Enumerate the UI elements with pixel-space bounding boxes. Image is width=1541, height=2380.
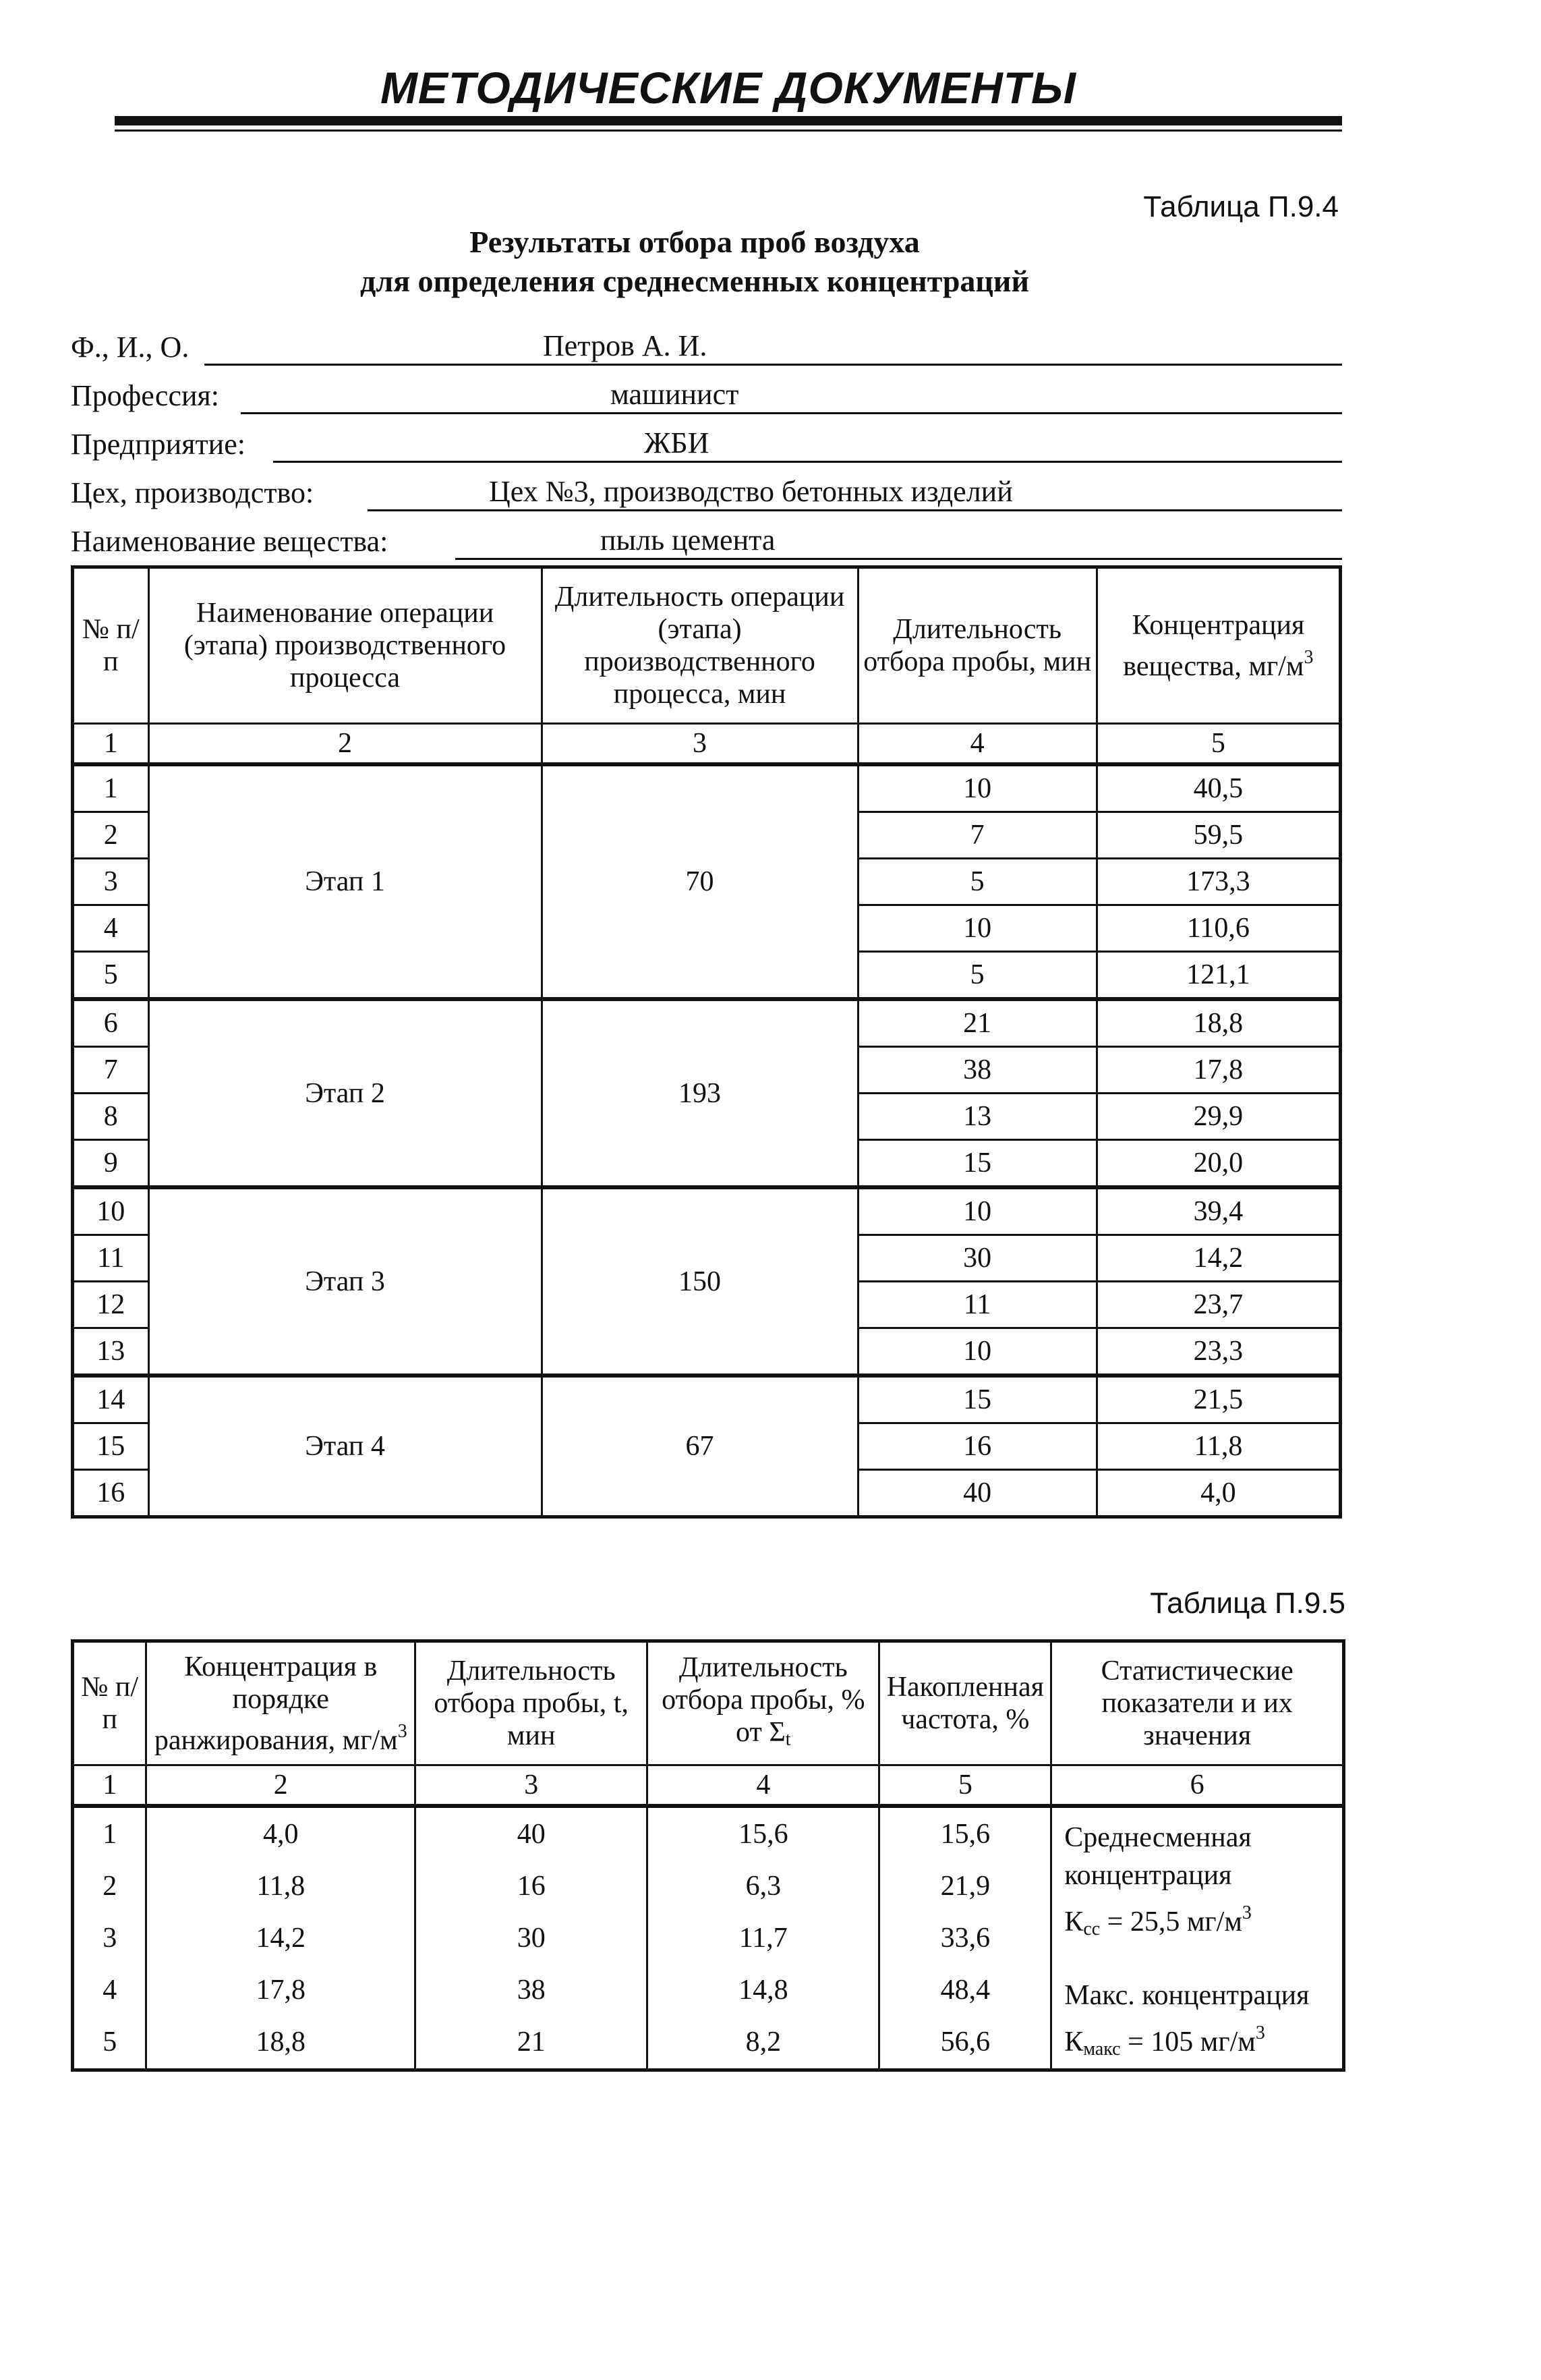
row-number: 5 [73,952,149,1000]
sampling-duration: 21 [415,2016,647,2070]
sampling-duration: 38 [415,1964,647,2016]
row-number: 6 [73,999,149,1047]
ranked-concentration: 14,2 [146,1912,415,1964]
field-shop-label: Цех, производство: [71,476,314,509]
table-row [73,1187,1341,1235]
max-unit-sup: 3 [1255,2022,1265,2043]
sampling-duration: 30 [415,1912,647,1964]
sampling-duration: 16 [858,1423,1097,1470]
table2-header-duration-percent-text: Длительность отбора пробы, % от Σ [662,1651,865,1748]
row-number: 7 [73,1047,149,1094]
table2-header-duration: Длительность отбора пробы, t, мин [415,1641,647,1765]
table2-header-num: № п/п [73,1641,146,1765]
table-row [73,999,1341,1047]
concentration-value: 121,1 [1097,952,1340,1000]
concentration-value: 173,3 [1097,859,1340,905]
table2-body [73,1806,1344,2070]
concentration-value: 39,4 [1097,1187,1340,1235]
ranked-concentration: 11,8 [146,1860,415,1912]
field-substance [71,523,1342,564]
table1-col-number: 3 [542,724,858,765]
mean-symbol: К [1064,1906,1084,1937]
header-rule [115,116,1342,125]
row-number: 14 [73,1376,149,1423]
stage-name: Этап 1 [148,764,542,999]
stage-duration: 193 [542,999,858,1187]
max-value: = 105 мг/м [1120,2027,1256,2058]
stage-duration: 150 [542,1187,858,1376]
sampling-duration: 38 [858,1047,1097,1094]
row-number: 15 [73,1423,149,1470]
field-enterprise-label: Предприятие: [71,428,245,461]
duration-percent: 8,2 [647,2016,879,2070]
table1-col-number: 1 [73,724,149,765]
field-shop [71,475,1342,515]
row-number: 1 [73,1806,146,1860]
field-profession-line [241,412,1342,414]
field-substance-value: пыль цемента [600,523,776,557]
field-substance-line [455,558,1342,560]
row-number: 16 [73,1470,149,1517]
row-number: 3 [73,1912,146,1964]
max-symbol-sub: макс [1083,2039,1121,2060]
table1-header-num: № п/п [73,567,149,724]
sampling-duration: 15 [858,1140,1097,1188]
header-rule-thin [115,130,1342,132]
table-row [73,1376,1341,1423]
field-profession-value: машинист [610,378,739,411]
field-shop-line [368,509,1342,511]
sampling-duration: 10 [858,905,1097,952]
table-title [256,223,1133,301]
table-title-line1: Результаты отбора проб воздуха [469,225,920,259]
cumulative-frequency: 48,4 [879,1964,1051,2016]
table1-body [73,764,1341,1517]
field-enterprise-value: ЖБИ [644,426,709,459]
table2-column-numbers [73,1765,1344,1807]
row-number: 2 [73,812,149,859]
concentration-value: 4,0 [1097,1470,1340,1517]
table1-header-concentration-text: Концентрация вещества, мг/м [1123,609,1305,682]
concentration-value: 17,8 [1097,1047,1340,1094]
concentration-value: 59,5 [1097,812,1340,859]
stage-duration: 67 [542,1376,858,1517]
table1-header-operation: Наименование операции (этапа) производственного процесса [148,567,542,724]
duration-percent: 15,6 [647,1806,879,1860]
mean-value: = 25,5 мг/м [1100,1906,1242,1937]
concentration-value: 11,8 [1097,1423,1340,1470]
sampling-duration: 10 [858,1187,1097,1235]
table2-header-concentration [146,1641,415,1765]
sampling-duration: 15 [858,1376,1097,1423]
table-row [73,764,1341,812]
table2-header-duration-percent-sub: t [785,1728,791,1750]
mean-concentration-label: Среднесменная концентрация [1064,1822,1252,1891]
table1-header-sampling-duration: Длительность отбора пробы, мин [858,567,1097,724]
table1-header-row [73,567,1341,724]
concentration-value: 23,7 [1097,1282,1340,1328]
running-header: МЕТОДИЧЕСКИЕ ДОКУМЕНТЫ [380,63,1077,113]
row-number: 5 [73,2016,146,2070]
table-row [73,1806,1344,1860]
row-number: 1 [73,764,149,812]
concentration-value: 18,8 [1097,999,1340,1047]
table2-col-number: 1 [73,1765,146,1807]
table-label-p94: Таблица П.9.4 [1143,190,1339,223]
duration-percent: 6,3 [647,1860,879,1912]
mean-unit-sup: 3 [1242,1902,1252,1923]
table2-header-cumulative: Накопленная частота, % [879,1641,1051,1765]
table2-col-number: 2 [146,1765,415,1807]
row-number: 10 [73,1187,149,1235]
row-number: 4 [73,905,149,952]
field-fio-line [204,364,1342,366]
row-number: 12 [73,1282,149,1328]
field-enterprise-line [273,461,1342,463]
sampling-duration: 21 [858,999,1097,1047]
concentration-value: 40,5 [1097,764,1340,812]
cumulative-frequency: 33,6 [879,1912,1051,1964]
table1-header-concentration-sup: 3 [1304,646,1314,668]
concentration-value: 110,6 [1097,905,1340,952]
field-profession-label: Профессия: [71,379,219,412]
cumulative-frequency: 21,9 [879,1860,1051,1912]
concentration-value: 21,5 [1097,1376,1340,1423]
stage-name: Этап 3 [148,1187,542,1376]
sampling-duration: 13 [858,1094,1097,1140]
field-substance-label: Наименование вещества: [71,525,388,558]
table2-header-row [73,1641,1344,1765]
cumulative-frequency: 56,6 [879,2016,1051,2070]
sampling-duration: 16 [415,1860,647,1912]
table2-header-concentration-sup: 3 [397,1720,407,1742]
duration-percent: 11,7 [647,1912,879,1964]
max-concentration-label: Макс. концентрация [1064,1980,1310,2011]
row-number: 9 [73,1140,149,1188]
sampling-duration: 40 [415,1806,647,1860]
field-fio-label: Ф., И., О. [71,331,190,364]
mean-symbol-sub: сс [1083,1919,1101,1939]
table1-header-operation-duration: Длительность операции (этапа) производственного процесса, мин [542,567,858,724]
field-shop-value: Цех №3, производство бетонных изделий [489,475,1013,508]
sampling-duration: 10 [858,764,1097,812]
row-number: 8 [73,1094,149,1140]
sampling-duration: 5 [858,859,1097,905]
table2-header-duration-percent [647,1641,879,1765]
table2-header-concentration-text: Концентрация в порядке ранжирования, мг/м [154,1651,398,1756]
row-number: 4 [73,1964,146,2016]
table2-col-number: 6 [1051,1765,1344,1807]
table1-column-numbers [73,724,1341,765]
table2-col-number: 3 [415,1765,647,1807]
ranked-concentration-table [71,1639,1345,2072]
ranked-concentration: 18,8 [146,2016,415,2070]
stage-name: Этап 4 [148,1376,542,1517]
cumulative-frequency: 15,6 [879,1806,1051,1860]
duration-percent: 14,8 [647,1964,879,2016]
max-symbol: К [1064,2027,1084,2058]
row-number: 3 [73,859,149,905]
table1-col-number: 4 [858,724,1097,765]
concentration-value: 23,3 [1097,1328,1340,1376]
stage-duration: 70 [542,764,858,999]
stats-spacer [1064,1948,1333,1977]
table1-col-number: 5 [1097,724,1340,765]
sampling-results-table [71,565,1342,1519]
ranked-concentration: 4,0 [146,1806,415,1860]
table1-header-concentration [1097,567,1340,724]
ranked-concentration: 17,8 [146,1964,415,2016]
concentration-value: 29,9 [1097,1094,1340,1140]
field-fio [71,329,1342,370]
table2-col-number: 5 [879,1765,1051,1807]
row-number: 13 [73,1328,149,1376]
table1-col-number: 2 [148,724,542,765]
table-label-p95: Таблица П.9.5 [1150,1587,1345,1620]
concentration-value: 14,2 [1097,1235,1340,1282]
row-number: 11 [73,1235,149,1282]
row-number: 2 [73,1860,146,1912]
table2-col-number: 4 [647,1765,879,1807]
concentration-value: 20,0 [1097,1140,1340,1188]
statistics-cell [1051,1806,1344,2070]
max-concentration-value [1064,2014,1333,2068]
sampling-duration: 7 [858,812,1097,859]
sampling-duration: 11 [858,1282,1097,1328]
field-profession [71,378,1342,418]
stage-name: Этап 2 [148,999,542,1187]
table-title-line2: для определения среднесменных концентраций [360,264,1029,298]
sampling-duration: 10 [858,1328,1097,1376]
sampling-duration: 5 [858,952,1097,1000]
sampling-duration: 30 [858,1235,1097,1282]
field-fio-value: Петров А. И. [543,329,707,362]
table2-header-statistics: Статистические показатели и их значения [1051,1641,1344,1765]
sampling-duration: 40 [858,1470,1097,1517]
field-enterprise [71,426,1342,467]
mean-concentration-value [1064,1894,1333,1948]
